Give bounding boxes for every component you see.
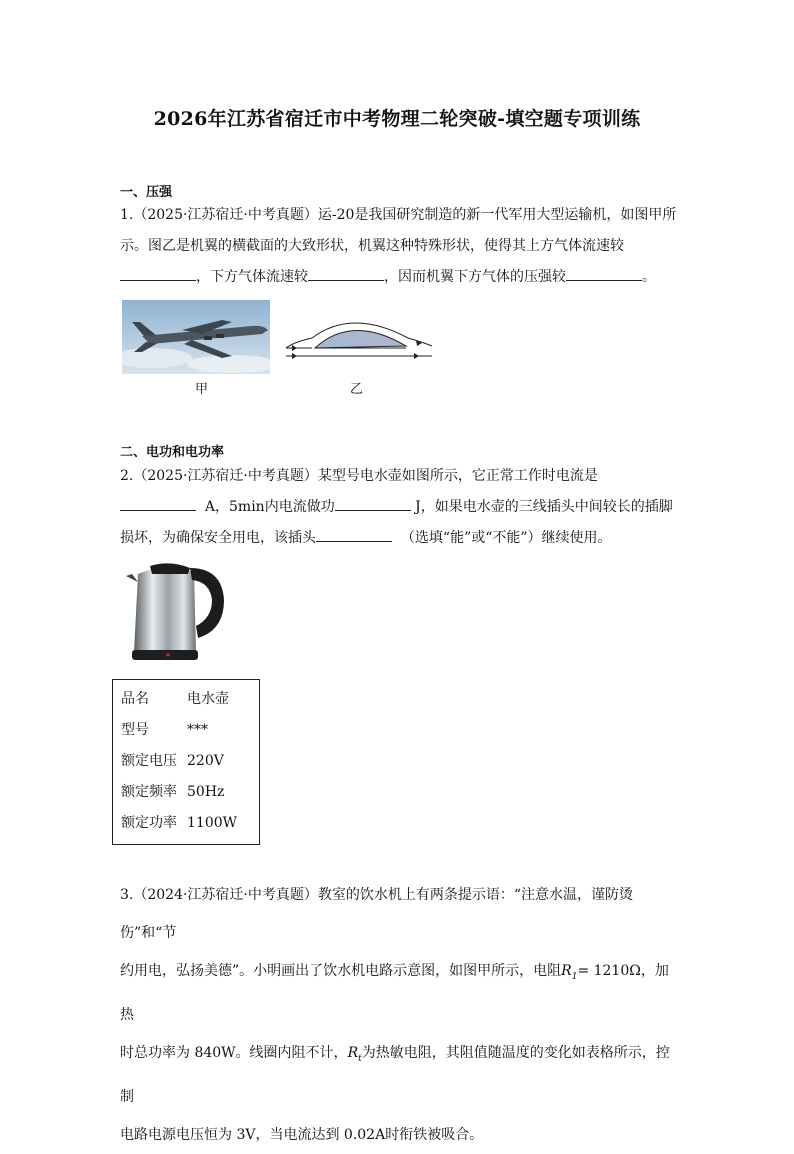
q3-text: 时总功率为 840W。线圈内阻不计， (120, 1044, 348, 1061)
answer-blank[interactable] (316, 527, 392, 542)
answer-blank[interactable] (120, 496, 196, 511)
spec-row (121, 808, 251, 839)
electric-kettle-image (124, 560, 230, 672)
q2-text: （选填“能”或“不能”）继续使用。 (400, 530, 612, 546)
q3-line-3 (120, 1034, 680, 1116)
spec-value: 1100W (187, 815, 238, 831)
q3-line-1: 3.（2024·江苏宿迁·中考真题）教室的饮水机上有两条提示语：“注意水温，谨防烫伤”和“节 (120, 887, 634, 941)
q3-line-4: 电路电源电压恒为 3V，当电流达到 0.02A时衔铁被吸合。 (120, 1126, 484, 1143)
spec-key: 品名 (121, 691, 149, 707)
q2-line-2 (120, 492, 680, 523)
question-3 (120, 876, 680, 1154)
spec-key: 型号 (121, 722, 149, 738)
q2-text: 损坏，为确保安全用电，该插头 (120, 530, 316, 546)
spec-row (121, 715, 251, 746)
q2-text: A，5min内电流做功 (204, 499, 335, 515)
answer-blank[interactable] (335, 496, 411, 511)
question-1 (120, 200, 680, 293)
q3-line-2 (120, 952, 680, 1034)
spec-value: 220V (187, 753, 224, 769)
spec-value: 50Hz (187, 784, 225, 800)
spec-key: 额定电压 (121, 753, 177, 769)
q1-line-3 (120, 262, 680, 293)
answer-blank[interactable] (120, 266, 196, 281)
airplane-photo (122, 300, 270, 374)
q3-text: = 1210Ω，加热 (120, 963, 669, 1023)
question-2 (120, 461, 680, 554)
q1-text: ，下方气体流速较 (196, 269, 308, 285)
q1-text: ，因而机翼下方气体的压强较 (384, 269, 566, 285)
q1-text: 。 (642, 269, 656, 285)
spec-key: 额定功率 (121, 815, 177, 831)
spec-value: *** (187, 722, 208, 738)
q1-line-2: 示。图乙是机翼的横截面的大致形状，机翼这种特殊形状，使得其上方气体流速较 (120, 238, 624, 254)
q2-line-1: 2.（2025·江苏宿迁·中考真题）某型号电水壶如图所示，它正常工作时电流是 (120, 468, 598, 484)
resistor-r1-symbol: $R_1$ (561, 963, 578, 982)
q3-text: 约用电，弘扬美德”。小明画出了饮水机电路示意图，如图甲所示，电阻 (120, 963, 562, 979)
figure-caption-yi: 乙 (350, 382, 364, 397)
figure-caption-jia: 甲 (195, 382, 209, 397)
spec-row (121, 777, 251, 808)
spec-row (121, 684, 251, 715)
q2-text: J，如果电水壶的三线插头中间较长的插脚 (415, 499, 673, 515)
spec-value: 电水壶 (187, 691, 229, 707)
q1-line-1: 1.（2025·江苏宿迁·中考真题）运-20是我国研究制造的新一代军用大型运输机，如图甲所 (120, 207, 677, 223)
wing-cross-section-diagram (282, 312, 434, 362)
page-title: 2026年江苏省宿迁市中考物理二轮突破-填空题专项训练 (153, 108, 641, 130)
answer-blank[interactable] (566, 266, 642, 281)
section-heading-pressure: 一、压强 (120, 185, 173, 200)
q3-text: 为热敏电阻，其阻值随温度的变化如表格所示，控制 (120, 1044, 670, 1105)
spec-row (121, 746, 251, 777)
section-heading-electric-power: 二、电功和电功率 (120, 445, 225, 460)
answer-blank[interactable] (308, 266, 384, 281)
q2-line-3 (120, 523, 680, 554)
kettle-spec-table (112, 679, 260, 845)
spec-key: 额定频率 (121, 784, 177, 800)
resistor-rt-symbol: $R_t$ (347, 1044, 362, 1064)
